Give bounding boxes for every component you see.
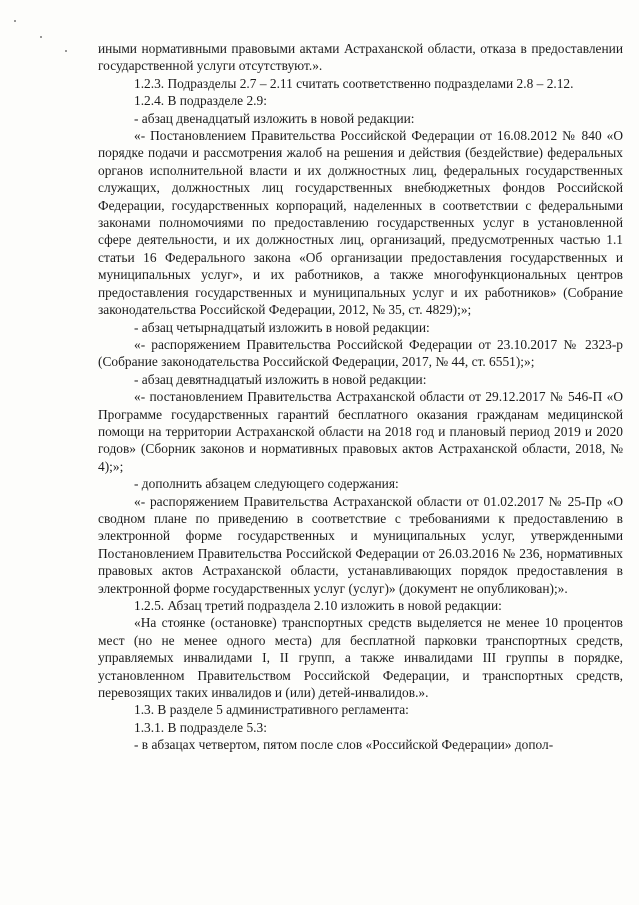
paragraph-1-3: 1.3. В разделе 5 административного регламента: xyxy=(134,702,409,718)
paragraph-add-item: - дополнить абзацем следующего содержания: xyxy=(134,476,399,492)
paragraph-1-3-1: 1.3.1. В подразделе 5.3: xyxy=(134,719,267,735)
paragraph-1-2-4: 1.2.4. В подразделе 2.9: xyxy=(134,93,267,109)
paragraph-quote-parking: «На стоянке (остановке) транспортных средств выделяется не менее 10 процентов мест (но не менее одного места) для бесплатной парковки транспортных средств, управляемых инвалидами I, II групп, а также инвалидами III группы в порядке, установленном Правительством Российской Федерации, и транспортных средств, перевозящих таких инвалидов и (или) детей-инвалидов.». xyxy=(98,615,623,701)
paragraph-quote-2323: «- распоряжением Правительства Российской Федерации от 23.10.2017 № 2323-р (Собрание законодательства Российской Федерации, 2017, № 44, ст. 6551);»; xyxy=(98,336,623,370)
paragraph-item-5-3: - в абзацах четвертом, пятом после слов «Российской Федерации» допол- xyxy=(134,737,554,753)
paragraph-1-2-3: 1.2.3. Подразделы 2.7 – 2.11 считать соответственно подразделами 2.8 – 2.12. xyxy=(134,75,574,91)
paragraph-quote-25: «- распоряжением Правительства Астраханской области от 01.02.2017 № 25-Пр «О сводном плане по приведению в соответствие с требованиями к предоставлению в электронной форме государственных и муниципальных услуг, утвержденными Постановлением Правительства Российской Федерации от 26.03.2016 № 236, нормативных правовых актов Астраханской области, устанавливающих порядок предоставления в электронной форме государственных услуг (услуг)» (документ не опубликован);». xyxy=(98,493,623,596)
document-body xyxy=(98,40,623,754)
paragraph-quote-840: «- Постановлением Правительства Российской Федерации от 16.08.2012 № 840 «О порядке подачи и рассмотрения жалоб на решения и действия (бездействие) федеральных органов исполнительной власти и их должностных лиц, федеральных государственных служащих, должностных лиц государственных внебюджетных фондов Российской Федерации, государственных корпораций, наделенных в соответствии с федеральными законами полномочиями по предоставлению государственных услуг в установленной сфере деятельности, и их должностных лиц, организаций, предусмотренных частью 1.1 статьи 16 Федерального закона «Об организации предоставления государственных и муниципальных услуг», и их работников, а также многофункциональных центров предоставления государственных и муниципальных услуг и их работников» (Собрание законодательства Российской Федерации, 2012, № 35, ст. 4829);»; xyxy=(98,128,623,318)
paragraph-continuation: иными нормативными правовыми актами Астраханской области, отказа в предоставлении государственной услуги отсутствуют.». xyxy=(98,41,623,74)
paragraph-item-14: - абзац четырнадцатый изложить в новой редакции: xyxy=(134,319,430,335)
scan-speck xyxy=(14,20,16,22)
paragraph-item-12: - абзац двенадцатый изложить в новой редакции: xyxy=(134,110,415,126)
paragraph-item-19: - абзац девятнадцатый изложить в новой редакции: xyxy=(134,371,427,387)
scan-speck xyxy=(40,36,42,38)
paragraph-quote-546: «- постановлением Правительства Астраханской области от 29.12.2017 № 546-П «О Программе государственных гарантий бесплатного оказания гражданам медицинской помощи на территории Астраханской области на 2018 год и плановый период 2019 и 2020 годов» (Сборник законов и нормативных правовых актов Астраханской области, 2018, № 4);»; xyxy=(98,389,623,474)
scan-speck xyxy=(65,50,67,52)
paragraph-1-2-5: 1.2.5. Абзац третий подраздела 2.10 изложить в новой редакции: xyxy=(134,598,502,613)
